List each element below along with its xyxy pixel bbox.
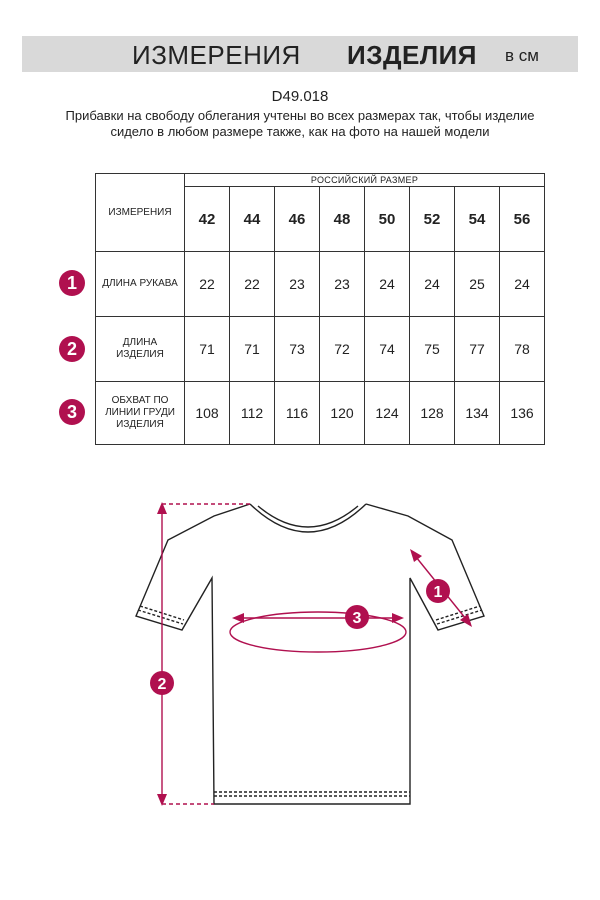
size-header: 52: [410, 187, 455, 252]
diagram-badge-1: [426, 579, 450, 603]
table-cell: 22: [230, 252, 275, 317]
table-cell: 71: [230, 317, 275, 382]
table-cell: 77: [455, 317, 500, 382]
fit-note: Прибавки на свободу облегания учтены во всех размерах так, чтобы изделие сидело в любом размере также, как на фото на нашей модели: [65, 108, 535, 139]
size-header: 46: [275, 187, 320, 252]
tshirt-diagram: [0, 480, 600, 820]
table-cell: 116: [275, 382, 320, 445]
row-label-chest: ОБХВАТ ПО ЛИНИИ ГРУДИ ИЗДЕЛИЯ: [96, 382, 185, 445]
diagram-badge-1-label: 1: [433, 584, 443, 601]
sleeve-arrow-head-top: [410, 549, 422, 562]
table-cell: 22: [185, 252, 230, 317]
table-cell: 72: [320, 317, 365, 382]
chest-arrow-head-right: [392, 613, 404, 623]
table-row: [96, 317, 545, 382]
table-cell: 112: [230, 382, 275, 445]
table-cell: 128: [410, 382, 455, 445]
table-cell: 78: [500, 317, 545, 382]
row-number-badge: 2: [59, 336, 85, 362]
size-header: 50: [365, 187, 410, 252]
table-cell: 134: [455, 382, 500, 445]
table-cell: 23: [320, 252, 365, 317]
size-header: 44: [230, 187, 275, 252]
size-header: 42: [185, 187, 230, 252]
table-cell: 23: [275, 252, 320, 317]
tshirt-collar-outer: [250, 504, 366, 532]
table-cell: 136: [500, 382, 545, 445]
diagram-badge-2-label: 2: [157, 676, 167, 693]
diagram-badge-3: [345, 605, 369, 629]
header-bar: [22, 36, 578, 72]
table-cell: 73: [275, 317, 320, 382]
size-header: 56: [500, 187, 545, 252]
table-cell: 71: [185, 317, 230, 382]
table-cell: 24: [410, 252, 455, 317]
table-cell: 120: [320, 382, 365, 445]
corner-label: ИЗМЕРЕНИЯ: [96, 174, 185, 252]
header-title-product: ИЗДЕЛИЯ: [347, 40, 477, 70]
table-cell: 24: [365, 252, 410, 317]
header-units: в см: [505, 46, 539, 65]
size-header: 54: [455, 187, 500, 252]
table-cell: 74: [365, 317, 410, 382]
table-row: [96, 382, 545, 445]
diagram-badge-3-label: 3: [352, 610, 362, 627]
diagram-badge-2: [150, 671, 174, 695]
header-title-measurements: ИЗМЕРЕНИЯ: [132, 40, 301, 70]
row-number-badge: 3: [59, 399, 85, 425]
size-group-header: РОССИЙСКИЙ РАЗМЕР: [185, 174, 545, 187]
size-header: 48: [320, 187, 365, 252]
table-cell: 108: [185, 382, 230, 445]
chest-arrow-head-left: [232, 613, 244, 623]
tshirt-outline: [136, 504, 484, 804]
row-label-sleeve: ДЛИНА РУКАВА: [96, 252, 185, 317]
tshirt-collar-inner: [258, 506, 358, 527]
table-cell: 24: [500, 252, 545, 317]
row-number-badge: 1: [59, 270, 85, 296]
size-table: [95, 173, 545, 445]
article-number: D49.018: [271, 88, 329, 105]
row-label-length: ДЛИНА ИЗДЕЛИЯ: [96, 317, 185, 382]
table-cell: 25: [455, 252, 500, 317]
sleeve-stitch-right: [437, 610, 482, 624]
table-cell: 75: [410, 317, 455, 382]
table-row: [96, 252, 545, 317]
table-cell: 124: [365, 382, 410, 445]
